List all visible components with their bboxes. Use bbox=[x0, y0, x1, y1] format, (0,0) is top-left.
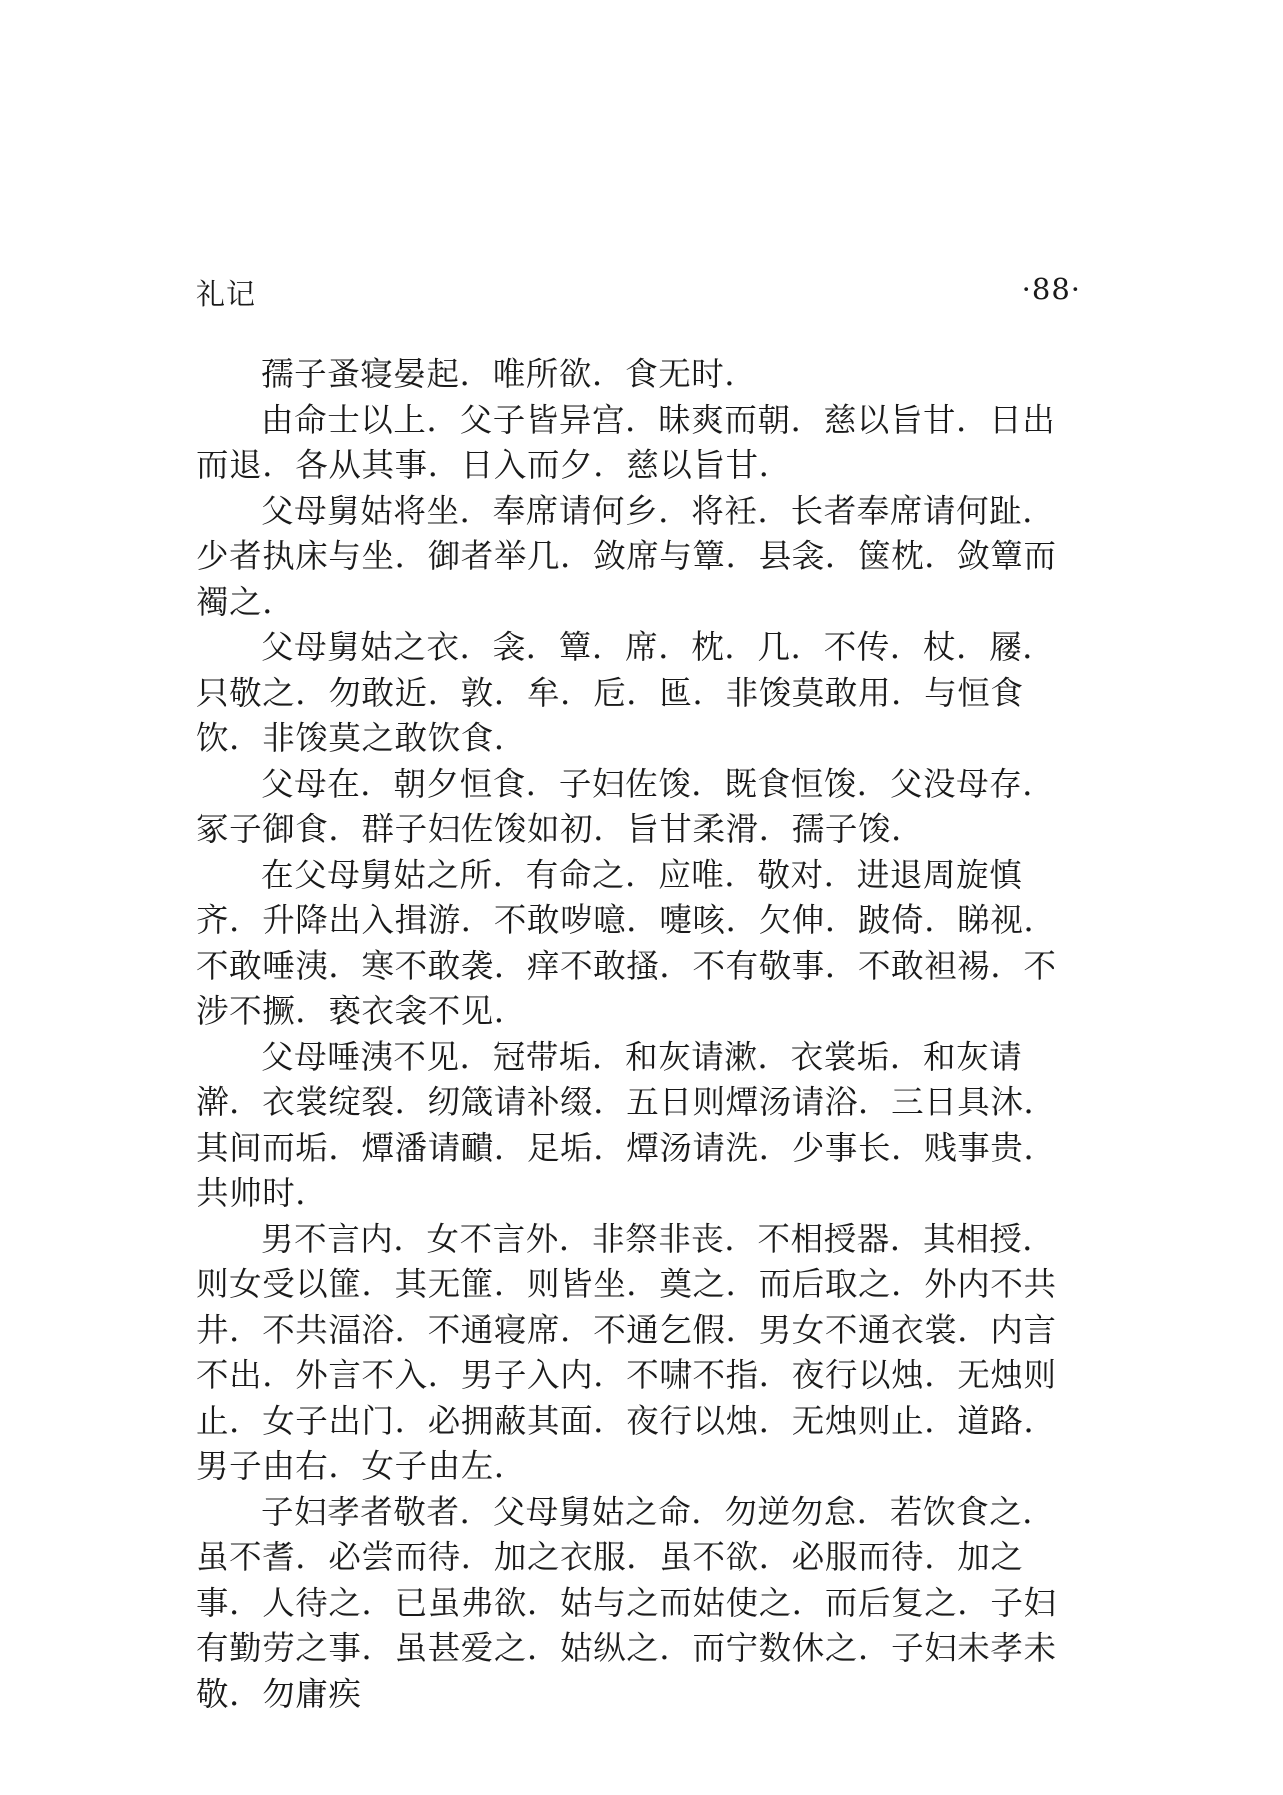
paragraph: 子妇孝者敬者．父母舅姑之命．勿逆勿怠．若饮食之．虽不耆．必尝而待．加之衣服．虽不欲．必服而待．加之事．人待之．已虽弗欲．姑与之而姑使之．而后复之．子妇有勤劳之事．虽甚爱之．姑纵之．而宁数休之．子妇未孝未敬．勿庸疾 bbox=[196, 1492, 1057, 1713]
page-number: ·88· bbox=[1021, 272, 1081, 306]
body-text bbox=[196, 352, 1088, 1717]
paragraph: 父母舅姑之衣．衾．簟．席．枕．几．不传．杖．屦．只敬之．勿敢近．敦．牟．卮．匜．非馂莫敢用．与恒食饮．非馂莫之敢饮食． bbox=[196, 628, 1056, 757]
paragraph: 孺子蚤寝晏起．唯所欲．食无时． bbox=[261, 355, 758, 393]
book-title: 礼记 bbox=[196, 277, 257, 311]
paragraph: 父母在．朝夕恒食．子妇佐馂．既食恒馂．父没母存．冢子御食．群子妇佐馂如初．旨甘柔滑．孺子馂． bbox=[196, 764, 1056, 848]
paragraph: 由命士以上．父子皆异宫．昧爽而朝．慈以旨甘．日出而退．各从其事．日入而夕．慈以旨甘． bbox=[196, 400, 1056, 484]
paragraph: 在父母舅姑之所．有命之．应唯．敬对．进退周旋慎齐．升降出入揖游．不敢哕噫．嚏咳．欠伸．跛倚．睇视．不敢唾洟．寒不敢袭．痒不敢搔．不有敬事．不敢袒裼．不涉不撅．亵衣衾不见． bbox=[196, 855, 1057, 1030]
paragraph: 父母舅姑将坐．奉席请何乡．将衽．长者奉席请何趾．少者执床与坐．御者举几．敛席与簟．县衾．箧枕．敛簟而襡之． bbox=[196, 491, 1057, 621]
paragraph: 父母唾洟不见．冠带垢．和灰请漱．衣裳垢．和灰请澣．衣裳绽裂．纫箴请补缀．五日则燂汤请浴．三日具沐．其间而垢．燂潘请靧．足垢．燂汤请洗．少事长．贱事贵．共帅时． bbox=[196, 1037, 1057, 1212]
paragraph: 男不言内．女不言外．非祭非丧．不相授器．其相授．则女受以篚．其无篚．则皆坐．奠之．而后取之．外内不共井．不共湢浴．不通寝席．不通乞假．男女不通衣裳．内言不出．外言不入．男子入内．不啸不指．夜行以烛．无烛则止．女子出门．必拥蔽其面．夜行以烛．无烛则止．道路．男子由右．女子由左． bbox=[196, 1219, 1057, 1485]
running-header bbox=[196, 272, 1081, 312]
